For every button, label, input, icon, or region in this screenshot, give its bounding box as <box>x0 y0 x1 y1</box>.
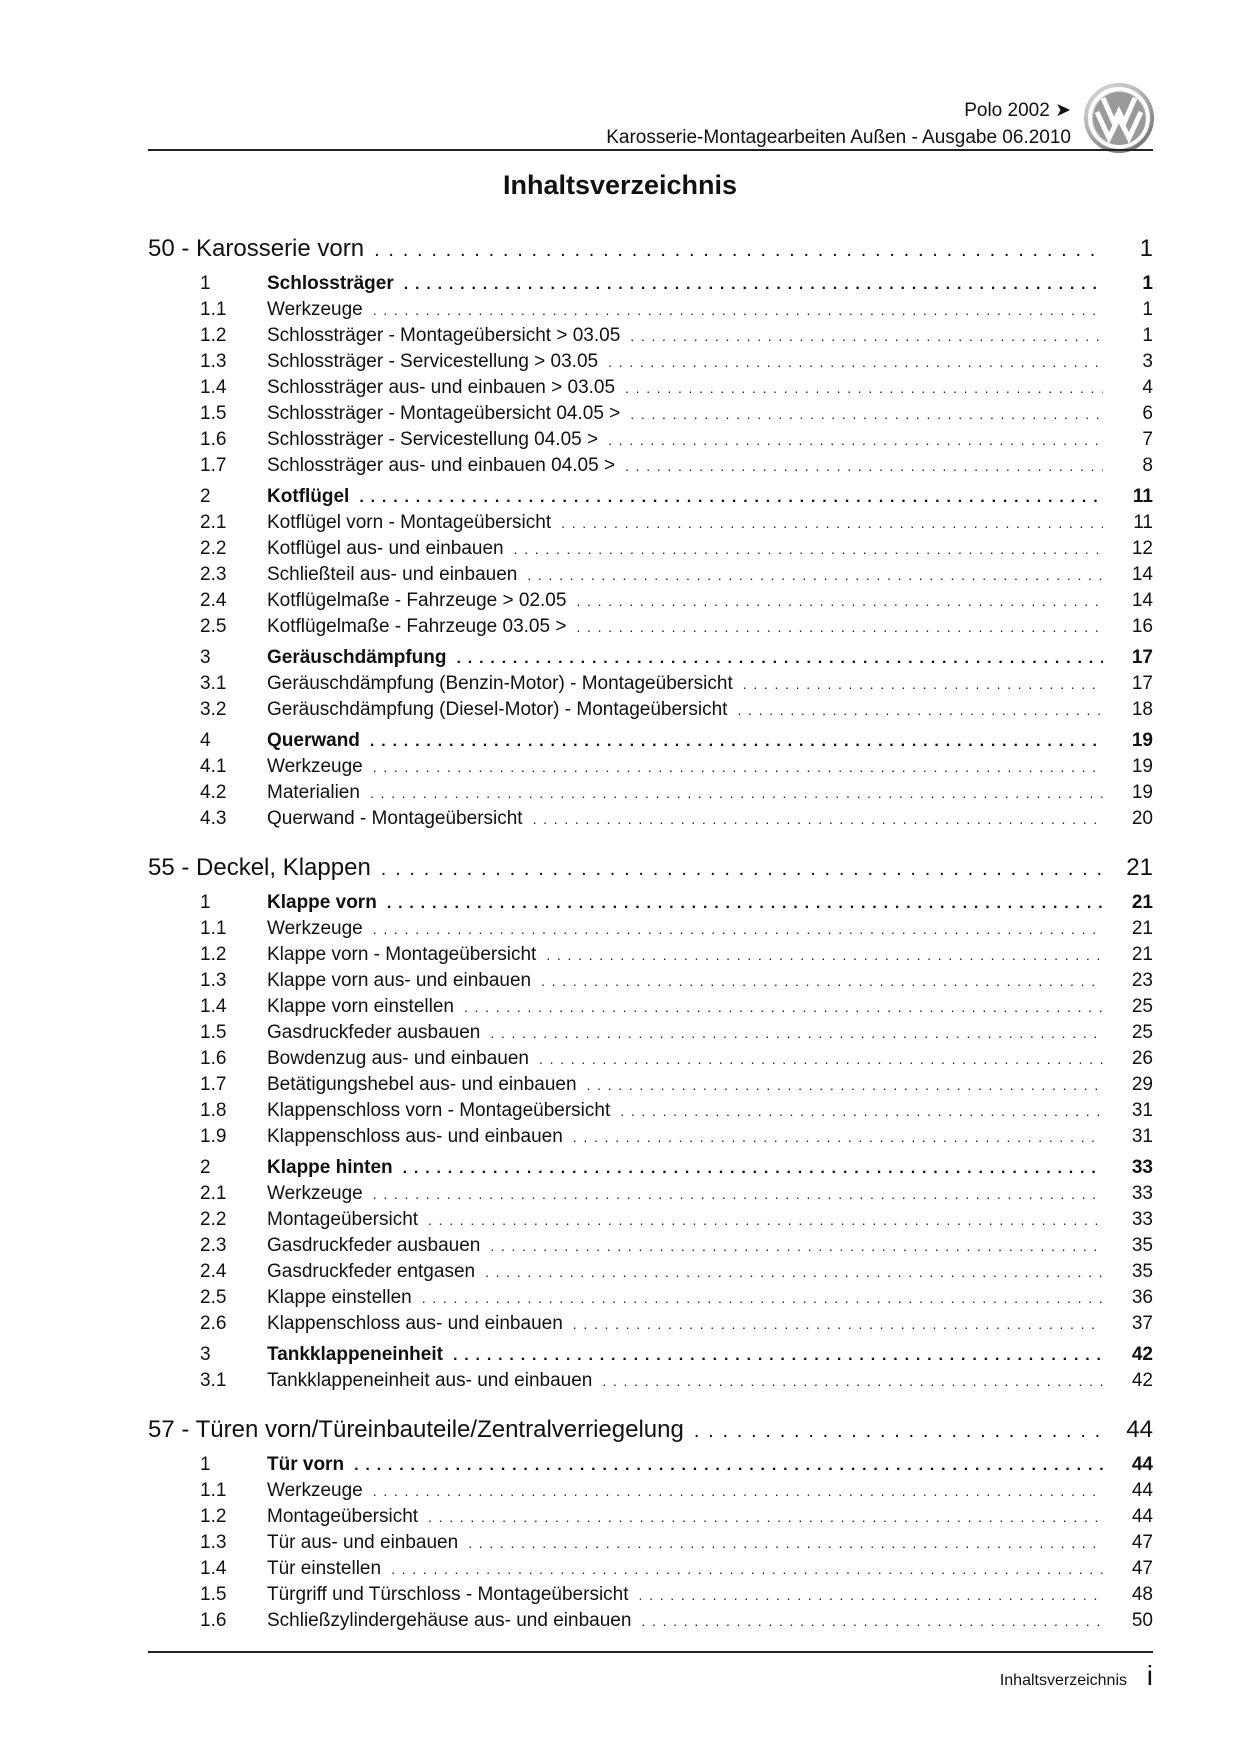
toc-subsection-number: 1.6 <box>200 1048 227 1069</box>
toc-subsection-number: 1.3 <box>200 1532 227 1553</box>
toc-page-number: 1 <box>1142 325 1153 346</box>
toc-section-number: 4 <box>200 730 211 751</box>
toc-page-number: 4 <box>1142 377 1153 398</box>
header-model: Polo 2002 ➤ <box>964 100 1071 121</box>
toc-subsection-entry[interactable] <box>148 1261 1153 1287</box>
toc-subsection-title: Kotflügel vorn - Montageübersicht <box>267 512 552 533</box>
dot-leader <box>485 1264 1103 1280</box>
toc-page-number: 21 <box>1131 918 1153 939</box>
dot-leader <box>641 1613 1103 1629</box>
dot-leader <box>743 676 1103 692</box>
vw-logo-icon <box>1083 82 1155 154</box>
toc-subsection-title: Schlossträger - Montageübersicht > 03.05 <box>267 325 621 346</box>
toc-section-entry[interactable] <box>148 486 1153 512</box>
toc-page-number: 3 <box>1142 351 1153 372</box>
toc-subsection-number: 2.2 <box>200 1209 227 1230</box>
toc-subsection-number: 2.3 <box>200 1235 227 1256</box>
dot-leader <box>422 1290 1103 1306</box>
toc-subsection-number: 3.1 <box>200 1370 227 1391</box>
toc-page-number: 26 <box>1131 1048 1153 1069</box>
dot-leader <box>639 1587 1103 1603</box>
toc-subsection-title: Montageübersicht <box>267 1209 419 1230</box>
dot-leader <box>373 921 1103 937</box>
dot-leader <box>587 1077 1103 1093</box>
toc-page-number: 44 <box>1131 1480 1153 1501</box>
toc-subsection-title: Werkzeuge <box>267 756 363 777</box>
toc-page-number: 25 <box>1131 996 1153 1017</box>
dot-leader <box>381 858 1103 881</box>
toc-subsection-number: 1.5 <box>200 403 227 424</box>
toc-subsection-number: 1.3 <box>200 970 227 991</box>
toc-page-number: 19 <box>1131 730 1153 751</box>
toc-page-number: 23 <box>1131 970 1153 991</box>
footer-label: Inhaltsverzeichnis <box>999 1672 1127 1689</box>
toc-subsection-number: 2.1 <box>200 1183 227 1204</box>
toc-section-entry[interactable] <box>148 1454 1153 1480</box>
toc-subsection-entry[interactable] <box>148 1610 1153 1636</box>
toc-subsection-number: 1.8 <box>200 1100 227 1121</box>
toc-section-title: Schlossträger <box>267 273 394 294</box>
toc-page-number: 50 <box>1131 1610 1153 1631</box>
toc-subsection-title: Werkzeuge <box>267 1183 363 1204</box>
toc-page-number: 35 <box>1131 1235 1153 1256</box>
toc-page-number: 47 <box>1131 1558 1153 1579</box>
toc-subsection-entry[interactable] <box>148 351 1153 377</box>
toc-subsection-number: 1.2 <box>200 325 227 346</box>
toc-subsection-entry[interactable] <box>148 808 1153 834</box>
header-subtitle: Karosserie-Montagearbeiten Außen - Ausgabe 06.2010 <box>606 127 1071 148</box>
toc-section-entry[interactable] <box>148 1157 1153 1183</box>
toc-section-number: 1 <box>200 892 211 913</box>
toc-subsection-entry[interactable] <box>148 1287 1153 1313</box>
dot-leader <box>404 276 1103 294</box>
toc-chapter-title: 50 - Karosserie vorn <box>148 235 365 262</box>
toc-page-number: 48 <box>1131 1584 1153 1605</box>
toc-subsection-entry[interactable] <box>148 970 1153 996</box>
toc-subsection-title: Werkzeuge <box>267 1480 363 1501</box>
toc-page-number: 16 <box>1131 616 1153 637</box>
toc-page-number: 18 <box>1131 699 1153 720</box>
toc-subsection-number: 1.1 <box>200 1480 227 1501</box>
toc-subsection-entry[interactable] <box>148 1532 1153 1558</box>
toc-subsection-title: Klappenschloss vorn - Montageübersicht <box>267 1100 611 1121</box>
toc-subsection-number: 2.6 <box>200 1313 227 1334</box>
toc-section-title: Kotflügel <box>267 486 350 507</box>
toc-subsection-title: Betätigungshebel aus- und einbauen <box>267 1074 577 1095</box>
toc-page-number: 12 <box>1131 538 1153 559</box>
toc-subsection-number: 1.5 <box>200 1022 227 1043</box>
toc-page-number: 21 <box>1126 854 1153 881</box>
toc-page-number: 21 <box>1131 892 1153 913</box>
toc-chapter-entry[interactable] <box>148 1416 1153 1449</box>
dot-leader <box>541 973 1103 989</box>
dot-leader <box>464 999 1103 1015</box>
toc-page-number: 17 <box>1131 673 1153 694</box>
toc-subsection-number: 1.3 <box>200 351 227 372</box>
toc-section-title: Klappe hinten <box>267 1157 393 1178</box>
dot-leader <box>354 1457 1103 1475</box>
toc-page-number: 42 <box>1131 1344 1153 1365</box>
toc-subsection-number: 1.2 <box>200 1506 227 1527</box>
toc-subsection-title: Gasdruckfeder entgasen <box>267 1261 476 1282</box>
toc-subsection-number: 1.1 <box>200 299 227 320</box>
toc-subsection-number: 3.1 <box>200 673 227 694</box>
dot-leader <box>573 1316 1103 1332</box>
toc-page-number: 29 <box>1131 1074 1153 1095</box>
toc-subsection-entry[interactable] <box>148 1558 1153 1584</box>
toc-section-title: Klappe vorn <box>267 892 377 913</box>
toc-subsection-entry[interactable] <box>148 455 1153 481</box>
toc-page-number: 47 <box>1131 1532 1153 1553</box>
toc-subsection-number: 1.4 <box>200 377 227 398</box>
toc-subsection-title: Klappe vorn aus- und einbauen <box>267 970 532 991</box>
toc-subsection-number: 2.2 <box>200 538 227 559</box>
toc-page-number: 36 <box>1131 1287 1153 1308</box>
dot-leader <box>546 947 1103 963</box>
dot-leader <box>490 1238 1103 1254</box>
toc-page-number: 31 <box>1131 1100 1153 1121</box>
toc-subsection-title: Kotflügelmaße - Fahrzeuge 03.05 > <box>267 616 567 637</box>
toc-subsection-title: Kotflügelmaße - Fahrzeuge > 02.05 <box>267 590 567 611</box>
toc-subsection-entry[interactable] <box>148 325 1153 351</box>
toc-page-number: 33 <box>1131 1157 1153 1178</box>
toc-chapter-entry[interactable] <box>148 854 1153 887</box>
dot-leader <box>602 1373 1103 1389</box>
toc-section-number: 1 <box>200 1454 211 1475</box>
toc-subsection-title: Klappe vorn - Montageübersicht <box>267 944 537 965</box>
toc-page-number: 11 <box>1133 512 1153 533</box>
toc-subsection-title: Tür aus- und einbauen <box>267 1532 459 1553</box>
toc-section-title: Tankklappeneinheit <box>267 1344 443 1365</box>
toc-section-title: Geräuschdämpfung <box>267 647 447 668</box>
toc-section-number: 1 <box>200 273 211 294</box>
toc-subsection-entry[interactable] <box>148 1022 1153 1048</box>
toc-section-entry[interactable] <box>148 647 1153 673</box>
toc-page-number: 25 <box>1131 1022 1153 1043</box>
toc-subsection-title: Werkzeuge <box>267 918 363 939</box>
toc-subsection-title: Türgriff und Türschloss - Montageübersicht <box>267 1584 629 1605</box>
toc-subsection-entry[interactable] <box>148 756 1153 782</box>
toc-subsection-title: Gasdruckfeder ausbauen <box>267 1235 481 1256</box>
dot-leader <box>608 354 1103 370</box>
toc-page-number: 14 <box>1131 590 1153 611</box>
toc-page-number: 1 <box>1142 273 1153 294</box>
toc-subsection-entry[interactable] <box>148 403 1153 429</box>
dot-leader <box>403 1160 1103 1178</box>
toc-subsection-number: 2.5 <box>200 1287 227 1308</box>
toc-subsection-number: 2.5 <box>200 616 227 637</box>
toc-page-number: 1 <box>1139 235 1153 262</box>
toc-subsection-number: 4.2 <box>200 782 227 803</box>
header-divider <box>148 149 1153 151</box>
toc-page-number: 31 <box>1131 1126 1153 1147</box>
toc-subsection-number: 1.4 <box>200 1558 227 1579</box>
toc-subsection-title: Schlossträger aus- und einbauen > 03.05 <box>267 377 616 398</box>
toc-subsection-entry[interactable] <box>148 1209 1153 1235</box>
toc-subsection-entry[interactable] <box>148 673 1153 699</box>
toc-subsection-number: 1.1 <box>200 918 227 939</box>
toc-section-number: 3 <box>200 647 211 668</box>
toc-chapter-entry[interactable] <box>148 235 1153 268</box>
dot-leader <box>456 650 1103 668</box>
toc-chapter-title: 57 - Türen vorn/Türeinbauteile/Zentralverriegelung <box>148 1416 684 1443</box>
toc-subsection-number: 1.9 <box>200 1126 227 1147</box>
toc-subsection-entry[interactable] <box>148 699 1153 725</box>
dot-leader <box>373 1483 1103 1499</box>
toc-section-entry[interactable] <box>148 273 1153 299</box>
toc-subsection-entry[interactable] <box>148 512 1153 538</box>
toc-subsection-title: Montageübersicht <box>267 1506 419 1527</box>
dot-leader <box>391 1561 1103 1577</box>
toc-subsection-entry[interactable] <box>148 1584 1153 1610</box>
toc-subsection-number: 1.2 <box>200 944 227 965</box>
toc-subsection-title: Materialien <box>267 782 360 803</box>
toc-subsection-title: Schlossträger aus- und einbauen 04.05 > <box>267 455 616 476</box>
toc-page-number: 17 <box>1131 647 1153 668</box>
dot-leader <box>620 1103 1103 1119</box>
toc-subsection-title: Klappe einstellen <box>267 1287 412 1308</box>
dot-leader <box>533 811 1103 827</box>
footer-divider <box>148 1651 1153 1653</box>
toc-subsection-entry[interactable] <box>148 918 1153 944</box>
toc-section-entry[interactable] <box>148 892 1153 918</box>
dot-leader <box>576 593 1103 609</box>
toc-subsection-number: 4.3 <box>200 808 227 829</box>
toc-subsection-number: 1.4 <box>200 996 227 1017</box>
toc-subsection-number: 1.6 <box>200 429 227 450</box>
toc-section-entry[interactable] <box>148 1344 1153 1370</box>
dot-leader <box>625 458 1103 474</box>
dot-leader <box>387 895 1103 913</box>
toc-section-number: 2 <box>200 1157 211 1178</box>
toc-section-entry[interactable] <box>148 730 1153 756</box>
toc-subsection-entry[interactable] <box>148 782 1153 808</box>
toc-page-number: 1 <box>1142 299 1153 320</box>
toc-subsection-title: Gasdruckfeder ausbauen <box>267 1022 481 1043</box>
toc-subsection-number: 1.6 <box>200 1610 227 1631</box>
toc-subsection-number: 2.3 <box>200 564 227 585</box>
toc-subsection-entry[interactable] <box>148 1235 1153 1261</box>
toc-subsection-entry[interactable] <box>148 564 1153 590</box>
toc-subsection-entry[interactable] <box>148 1183 1153 1209</box>
toc-page-number: 8 <box>1142 455 1153 476</box>
dot-leader <box>468 1535 1103 1551</box>
toc-subsection-title: Kotflügel aus- und einbauen <box>267 538 504 559</box>
dot-leader <box>527 567 1103 583</box>
dot-leader <box>561 515 1103 531</box>
toc-subsection-title: Klappe vorn einstellen <box>267 996 454 1017</box>
toc-subsection-number: 3.2 <box>200 699 227 720</box>
dot-leader <box>370 733 1103 751</box>
toc-subsection-entry[interactable] <box>148 1074 1153 1100</box>
toc-subsection-entry[interactable] <box>148 1048 1153 1074</box>
toc-page-number: 33 <box>1131 1183 1153 1204</box>
dot-leader <box>453 1347 1103 1365</box>
dot-leader <box>573 1129 1103 1145</box>
toc-page-number: 44 <box>1126 1416 1153 1443</box>
toc-subsection-entry[interactable] <box>148 377 1153 403</box>
dot-leader <box>490 1025 1103 1041</box>
toc-subsection-entry[interactable] <box>148 299 1153 325</box>
toc-page-number: 42 <box>1131 1370 1153 1391</box>
toc-page-number: 37 <box>1131 1313 1153 1334</box>
dot-leader <box>428 1509 1103 1525</box>
toc-subsection-title: Schlossträger - Servicestellung > 03.05 <box>267 351 599 372</box>
toc-section-title: Querwand <box>267 730 360 751</box>
toc-page-number: 7 <box>1142 429 1153 450</box>
toc-subsection-title: Werkzeuge <box>267 299 363 320</box>
dot-leader <box>630 406 1103 422</box>
toc-subsection-entry[interactable] <box>148 1100 1153 1126</box>
toc-subsection-entry[interactable] <box>148 1126 1153 1152</box>
toc-subsection-title: Querwand - Montageübersicht <box>267 808 523 829</box>
toc-page-number: 44 <box>1131 1506 1153 1527</box>
toc-subsection-title: Bowdenzug aus- und einbauen <box>267 1048 529 1069</box>
dot-leader <box>359 489 1103 507</box>
toc-subsection-number: 1.5 <box>200 1584 227 1605</box>
dot-leader <box>539 1051 1103 1067</box>
dot-leader <box>373 1186 1103 1202</box>
toc-subsection-number: 2.1 <box>200 512 227 533</box>
toc-subsection-entry[interactable] <box>148 996 1153 1022</box>
toc-subsection-entry[interactable] <box>148 538 1153 564</box>
dot-leader <box>373 759 1103 775</box>
table-of-contents <box>148 235 1153 1636</box>
toc-page-number: 21 <box>1131 944 1153 965</box>
toc-page-number: 44 <box>1131 1454 1153 1475</box>
toc-subsection-title: Schließteil aus- und einbauen <box>267 564 518 585</box>
toc-page-number: 20 <box>1131 808 1153 829</box>
toc-subsection-entry[interactable] <box>148 1506 1153 1532</box>
toc-subsection-entry[interactable] <box>148 1480 1153 1506</box>
dot-leader <box>374 239 1103 262</box>
toc-section-number: 3 <box>200 1344 211 1365</box>
toc-chapter-title: 55 - Deckel, Klappen <box>148 854 371 881</box>
toc-subsection-title: Geräuschdämpfung (Diesel-Motor) - Montageübersicht <box>267 699 728 720</box>
toc-subsection-number: 2.4 <box>200 1261 227 1282</box>
dot-leader <box>608 432 1103 448</box>
dot-leader <box>373 302 1103 318</box>
dot-leader <box>694 1420 1103 1443</box>
toc-subsection-entry[interactable] <box>148 590 1153 616</box>
toc-subsection-entry[interactable] <box>148 1313 1153 1339</box>
toc-subsection-entry[interactable] <box>148 944 1153 970</box>
dot-leader <box>370 785 1103 801</box>
page-title: Inhaltsverzeichnis <box>502 170 738 200</box>
dot-leader <box>576 619 1103 635</box>
toc-subsection-entry[interactable] <box>148 1370 1153 1396</box>
toc-section-title: Tür vorn <box>267 1454 345 1475</box>
dot-leader <box>737 702 1103 718</box>
dot-leader <box>428 1212 1103 1228</box>
toc-subsection-title: Geräuschdämpfung (Benzin-Motor) - Montageübersicht <box>267 673 733 694</box>
toc-subsection-title: Tankklappeneinheit aus- und einbauen <box>267 1370 593 1391</box>
toc-page-number: 19 <box>1131 782 1153 803</box>
toc-page-number: 19 <box>1131 756 1153 777</box>
toc-subsection-title: Klappenschloss aus- und einbauen <box>267 1313 563 1334</box>
dot-leader <box>630 328 1103 344</box>
toc-subsection-title: Schlossträger - Servicestellung 04.05 > <box>267 429 599 450</box>
toc-subsection-entry[interactable] <box>148 616 1153 642</box>
dot-leader <box>514 541 1103 557</box>
toc-page-number: 14 <box>1131 564 1153 585</box>
dot-leader <box>625 380 1103 396</box>
toc-subsection-number: 1.7 <box>200 455 227 476</box>
toc-page-number: 11 <box>1132 486 1153 507</box>
toc-subsection-title: Klappenschloss aus- und einbauen <box>267 1126 563 1147</box>
toc-subsection-entry[interactable] <box>148 429 1153 455</box>
footer-page-number: i <box>1146 1660 1153 1691</box>
toc-subsection-number: 2.4 <box>200 590 227 611</box>
toc-page-number: 35 <box>1131 1261 1153 1282</box>
toc-section-number: 2 <box>200 486 211 507</box>
toc-subsection-number: 1.7 <box>200 1074 227 1095</box>
toc-subsection-title: Schließzylindergehäuse aus- und einbauen <box>267 1610 632 1631</box>
toc-subsection-title: Tür einstellen <box>267 1558 382 1579</box>
toc-subsection-title: Schlossträger - Montageübersicht 04.05 > <box>267 403 621 424</box>
toc-page-number: 33 <box>1131 1209 1153 1230</box>
toc-subsection-number: 4.1 <box>200 756 227 777</box>
toc-page-number: 6 <box>1142 403 1153 424</box>
